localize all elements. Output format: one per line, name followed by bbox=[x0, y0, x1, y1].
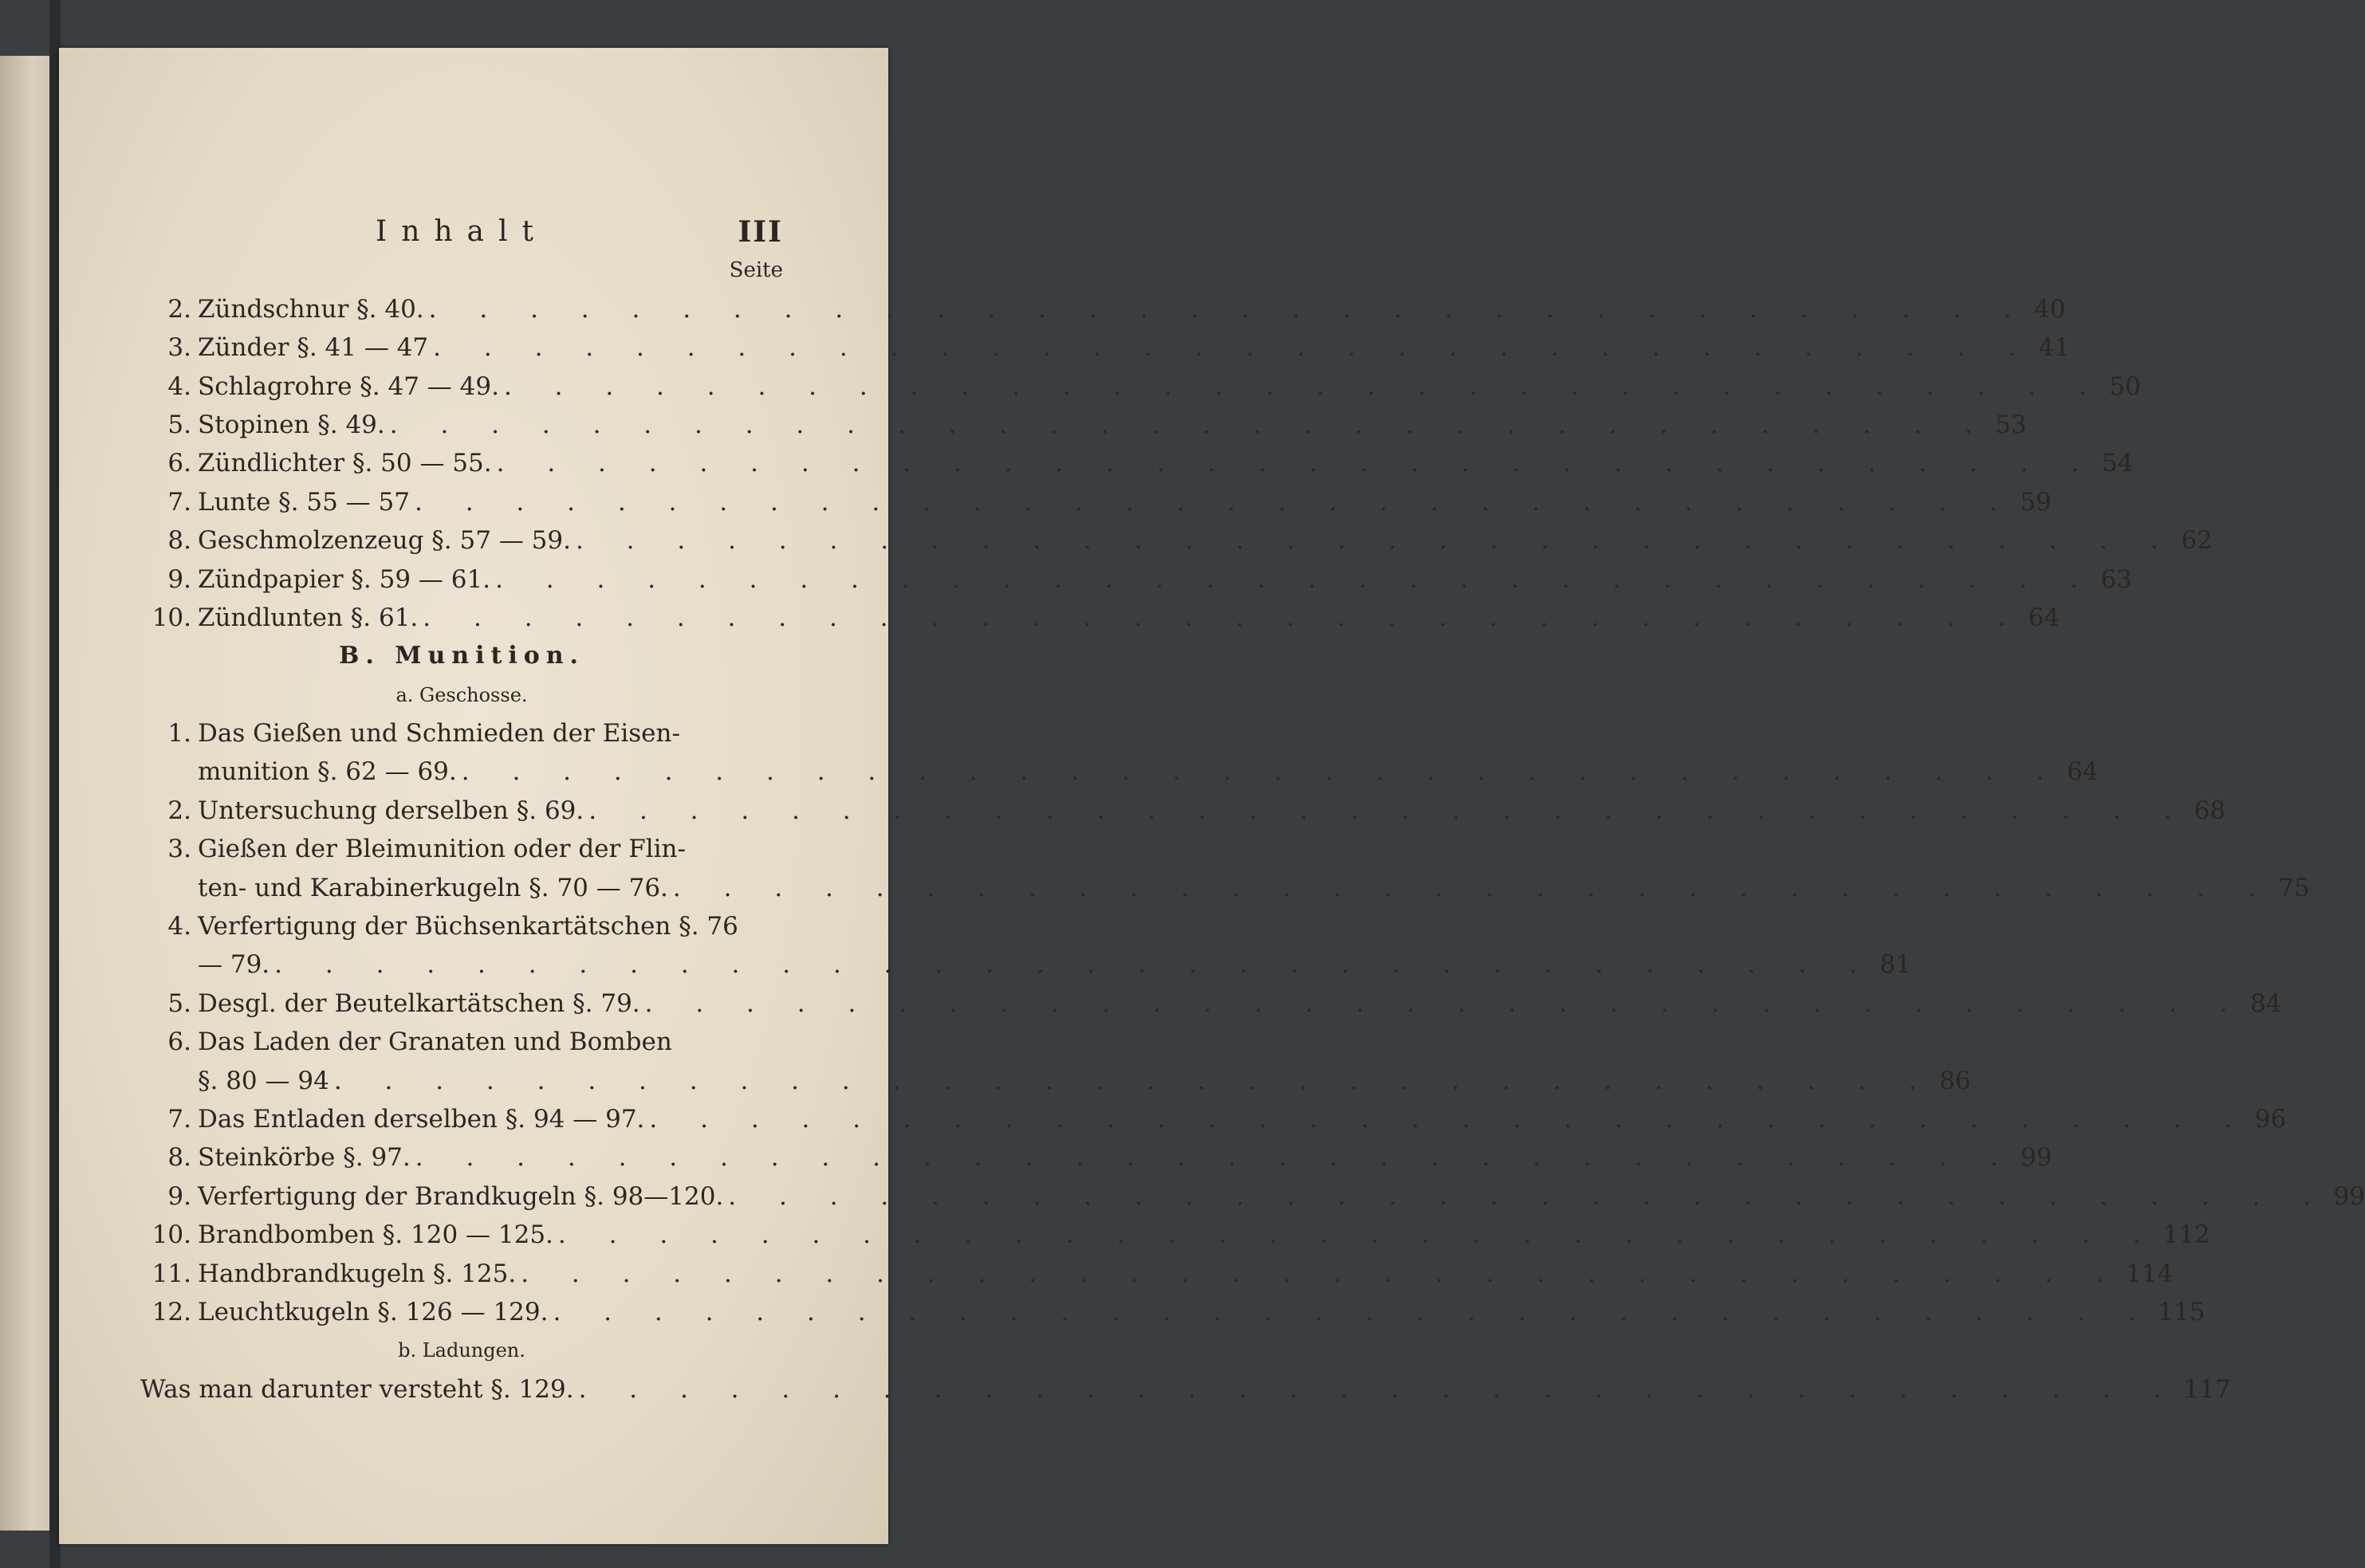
entry-title: Desgl. der Beutelkartätschen §. 79. bbox=[198, 988, 640, 1018]
subsection-heading-geschosse: a. Geschosse. bbox=[395, 683, 528, 706]
toc-entry bbox=[140, 945, 1911, 984]
dot-leader: . . . . . . . . . . . . . . . . . . . . . . . . . . . . . . . . bbox=[415, 1143, 2016, 1173]
page-number-roman: III bbox=[738, 215, 783, 249]
entry-indent bbox=[140, 945, 198, 984]
toc-entry bbox=[140, 907, 783, 945]
entry-number: 8. bbox=[167, 1143, 191, 1173]
entry-page: 81 bbox=[1879, 950, 1911, 980]
dot-leader: . . . . . . . . . . . . . . . . . . . . . . . . . . . . . . . . bbox=[672, 873, 2273, 902]
entry-number: 7. bbox=[167, 1104, 191, 1134]
toc-entry bbox=[140, 1255, 2174, 1293]
entry-title: Leuchtkugeln §. 126 — 129. bbox=[198, 1297, 549, 1326]
entry-number: 4. bbox=[167, 912, 191, 941]
toc-list-ladungen bbox=[140, 1370, 2231, 1409]
entry-title: Zündlunten §. 61. bbox=[198, 603, 419, 632]
entry-title: Zünder §. 41 — 47 bbox=[198, 333, 429, 363]
facing-page-edge bbox=[0, 56, 56, 1531]
section-heading-munition: B. Munition. bbox=[339, 642, 584, 670]
dot-leader: . . . . . . . . . . . . . . . . . . . . . . . . . . . . . . . . bbox=[414, 487, 2015, 517]
toc-entry bbox=[140, 1216, 2210, 1254]
entry-page: 99 bbox=[2021, 1143, 2052, 1173]
toc-entry bbox=[140, 444, 2134, 482]
toc-entry bbox=[140, 869, 2310, 907]
entry-title: munition §. 62 — 69. bbox=[198, 757, 457, 787]
column-label-seite: Seite bbox=[729, 258, 783, 283]
toc-entry bbox=[140, 560, 2132, 599]
dot-leader: . . . . . . . . . . . . . . . . . . . . . . . . . . . . . . . . bbox=[588, 796, 2190, 825]
entry-title: Geschmolzenzeug §. 57 — 59. bbox=[198, 526, 571, 556]
book-page bbox=[59, 48, 2365, 1544]
entry-page: 59 bbox=[2020, 487, 2052, 517]
entry-number: 2. bbox=[167, 796, 191, 825]
entry-title: Gießen der Bleimunition oder der Flin- bbox=[198, 835, 686, 864]
entry-title: Brandbomben §. 120 — 125. bbox=[198, 1220, 553, 1250]
entry-number: 12. bbox=[152, 1297, 191, 1326]
dot-leader: . . . . . . . . . . . . . . . . . . . . . . . . . . . . . . . . bbox=[578, 1374, 2179, 1404]
entry-title: Verfertigung der Brandkugeln §. 98—120. bbox=[198, 1181, 724, 1211]
page-title: Inhalt bbox=[375, 215, 549, 248]
dot-leader: . . . . . . . . . . . . . . . . . . . . . . . . . . . . . . . . bbox=[333, 1066, 1934, 1095]
entry-title: Das Gießen und Schmieden der Eisen- bbox=[198, 719, 680, 749]
dot-leader: . . . . . . . . . . . . . . . . . . . . . . . . . . . . . . . . bbox=[274, 950, 1875, 980]
entry-number: 9. bbox=[167, 564, 191, 594]
toc-entry bbox=[140, 1293, 2206, 1331]
dot-leader: . . . . . . . . . . . . . . . . . . . . . . . . . . . . . . . . bbox=[433, 333, 2033, 363]
toc-entry bbox=[140, 1062, 1971, 1100]
entry-page: 63 bbox=[2100, 564, 2132, 594]
entry-indent bbox=[140, 869, 198, 907]
dot-leader: . . . . . . . . . . . . . . . . . . . . . . . . . . . . . . . . bbox=[557, 1220, 2158, 1250]
entry-title: Handbrandkugeln §. 125. bbox=[198, 1259, 517, 1288]
toc-list-geschosse bbox=[140, 714, 2365, 1331]
entry-page: 115 bbox=[2158, 1297, 2206, 1326]
dot-leader: . . . . . . . . . . . . . . . . . . . . . . . . . . . . . . . . bbox=[389, 410, 1990, 439]
entry-title: ten- und Karabinerkugeln §. 70 — 76. bbox=[198, 873, 668, 902]
entry-title: Zündlichter §. 50 — 55. bbox=[198, 449, 492, 478]
toc-entry bbox=[140, 599, 2060, 637]
entry-number: 5. bbox=[167, 988, 191, 1018]
toc-entry bbox=[140, 406, 2027, 444]
entry-number: 4. bbox=[167, 371, 191, 401]
entry-number: 6. bbox=[167, 1028, 191, 1057]
entry-page: 84 bbox=[2250, 988, 2282, 1018]
entry-number: 6. bbox=[167, 449, 191, 478]
entry-title: Verfertigung der Büchsenkartätschen §. 76 bbox=[198, 912, 738, 941]
entry-page: 117 bbox=[2183, 1374, 2231, 1404]
entry-title: Was man darunter versteht §. 129. bbox=[140, 1374, 574, 1404]
dot-leader: . . . . . . . . . . . . . . . . . . . . . . . . . . . . . . . . bbox=[461, 757, 2062, 787]
entry-page: 53 bbox=[1995, 410, 2027, 439]
entry-page: 68 bbox=[2194, 796, 2226, 825]
entry-page: 54 bbox=[2101, 449, 2134, 478]
dot-leader: . . . . . . . . . . . . . . . . . . . . . . . . . . . . . . . . bbox=[728, 1181, 2329, 1211]
toc-list-a bbox=[140, 290, 2213, 638]
entry-page: 50 bbox=[2109, 371, 2141, 401]
toc-entry bbox=[140, 328, 2070, 367]
entry-number: 2. bbox=[167, 294, 191, 324]
entry-title: Schlagrohre §. 47 — 49. bbox=[198, 371, 499, 401]
toc-entry bbox=[140, 714, 783, 753]
entry-number: 7. bbox=[167, 487, 191, 517]
entry-number: 10. bbox=[152, 1220, 191, 1250]
dot-leader: . . . . . . . . . . . . . . . . . . . . . . . . . . . . . . . . bbox=[495, 564, 2095, 594]
entry-number: 5. bbox=[167, 410, 191, 439]
entry-page: 41 bbox=[2038, 333, 2070, 363]
toc-entry bbox=[140, 1177, 2365, 1216]
dot-leader: . . . . . . . . . . . . . . . . . . . . . . . . . . . . . . . . bbox=[423, 603, 2024, 632]
toc-entry bbox=[140, 1138, 2052, 1177]
subsection-heading-ladungen: b. Ladungen. bbox=[398, 1339, 525, 1362]
entry-number: 3. bbox=[167, 835, 191, 864]
toc-entry bbox=[140, 521, 2213, 560]
dot-leader: . . . . . . . . . . . . . . . . . . . . . . . . . . . . . . . . bbox=[575, 526, 2176, 556]
entry-page: 62 bbox=[2181, 526, 2213, 556]
entry-number: 10. bbox=[152, 603, 191, 632]
toc-entry bbox=[140, 830, 783, 868]
entry-number: 8. bbox=[167, 526, 191, 556]
dot-leader: . . . . . . . . . . . . . . . . . . . . . . . . . . . . . . . . bbox=[649, 1104, 2250, 1134]
entry-title: — 79. bbox=[198, 950, 270, 980]
entry-page: 40 bbox=[2034, 294, 2066, 324]
toc-entry bbox=[140, 367, 2141, 406]
table-of-contents bbox=[140, 213, 2365, 1409]
dot-leader: . . . . . . . . . . . . . . . . . . . . . . . . . . . . . . . . bbox=[503, 371, 2104, 401]
entry-page: 75 bbox=[2278, 873, 2310, 902]
entry-page: 99 bbox=[2333, 1181, 2365, 1211]
entry-title: Steinkörbe §. 97. bbox=[198, 1143, 411, 1173]
toc-entry bbox=[140, 753, 2099, 791]
entry-title: §. 80 — 94 bbox=[198, 1066, 329, 1095]
entry-number: 11. bbox=[152, 1259, 191, 1288]
toc-entry bbox=[140, 792, 2226, 830]
toc-entry bbox=[140, 984, 2282, 1023]
toc-entry bbox=[140, 483, 2052, 521]
entry-number: 3. bbox=[167, 333, 191, 363]
entry-page: 86 bbox=[1939, 1066, 1971, 1095]
dot-leader: . . . . . . . . . . . . . . . . . . . . . . . . . . . . . . . . bbox=[644, 988, 2245, 1018]
toc-entry bbox=[140, 1370, 2231, 1409]
entry-number: 9. bbox=[167, 1181, 191, 1211]
entry-indent bbox=[140, 753, 198, 791]
entry-title: Stopinen §. 49. bbox=[198, 410, 385, 439]
entry-indent bbox=[140, 1062, 198, 1100]
entry-number: 1. bbox=[167, 719, 191, 749]
entry-title: Das Entladen derselben §. 94 — 97. bbox=[198, 1104, 645, 1134]
dot-leader: . . . . . . . . . . . . . . . . . . . . . . . . . . . . . . . . bbox=[553, 1297, 2154, 1326]
entry-title: Zündschnur §. 40. bbox=[198, 294, 424, 324]
toc-entry bbox=[140, 1023, 783, 1061]
dot-leader: . . . . . . . . . . . . . . . . . . . . . . . . . . . . . . . . bbox=[428, 294, 2029, 324]
dot-leader: . . . . . . . . . . . . . . . . . . . . . . . . . . . . . . . . bbox=[496, 449, 2097, 478]
entry-page: 112 bbox=[2162, 1220, 2210, 1250]
entry-page: 64 bbox=[2028, 603, 2060, 632]
entry-title: Untersuchung derselben §. 69. bbox=[198, 796, 584, 825]
entry-title: Lunte §. 55 — 57 bbox=[198, 487, 410, 517]
entry-title: Zündpapier §. 59 — 61. bbox=[198, 564, 491, 594]
toc-entry bbox=[140, 290, 2066, 328]
dot-leader: . . . . . . . . . . . . . . . . . . . . . . . . . . . . . . . . bbox=[521, 1259, 2121, 1288]
entry-title: Das Laden der Granaten und Bomben bbox=[198, 1028, 672, 1057]
toc-entry bbox=[140, 1100, 2287, 1138]
entry-page: 64 bbox=[2067, 757, 2099, 787]
entry-page: 96 bbox=[2254, 1104, 2287, 1134]
entry-page: 114 bbox=[2126, 1259, 2174, 1288]
